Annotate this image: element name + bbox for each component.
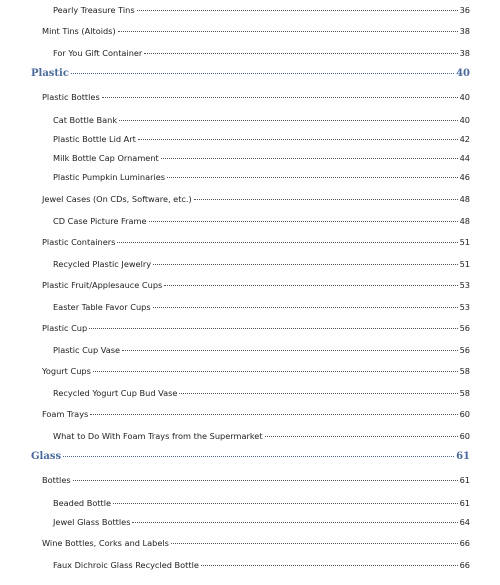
dot-leader <box>89 328 457 329</box>
dot-leader <box>118 31 458 32</box>
dot-leader <box>194 199 458 200</box>
dot-leader <box>153 307 458 308</box>
toc-entry[interactable] <box>42 26 470 37</box>
toc-entry[interactable] <box>53 115 470 126</box>
toc-entry-title: What to Do With Foam Trays from the Supermarket <box>53 431 263 441</box>
toc-entry-page: 56 <box>459 323 470 333</box>
dot-leader <box>171 543 458 544</box>
toc-entry[interactable] <box>42 538 470 549</box>
toc-entry[interactable] <box>53 302 470 313</box>
dot-leader <box>161 158 458 159</box>
toc-entry-title: For You Gift Container <box>53 48 143 58</box>
toc-entry-title: Mint Tins (Altoids) <box>42 26 116 36</box>
toc-entry-page: 42 <box>459 134 470 144</box>
toc-entry-title: Recycled Plastic Jewelry <box>53 259 152 269</box>
toc-entry-title: Plastic Containers <box>42 237 116 247</box>
toc-entry-page: 64 <box>459 517 470 527</box>
dot-leader <box>93 371 458 372</box>
toc-entry-title: Plastic Pumpkin Luminaries <box>53 172 166 182</box>
dot-leader <box>164 285 457 286</box>
dot-leader <box>153 264 458 265</box>
dot-leader <box>113 503 458 504</box>
toc-entry-title: Plastic Bottles <box>42 92 100 102</box>
toc-entry[interactable] <box>42 475 470 486</box>
toc-entry-page: 40 <box>459 92 470 102</box>
dot-leader <box>102 97 458 98</box>
toc-entry-title: Faux Dichroic Glass Recycled Bottle <box>53 560 199 570</box>
toc-entry[interactable] <box>53 216 470 227</box>
toc-entry[interactable] <box>42 280 470 291</box>
dot-leader <box>167 177 458 178</box>
dot-leader <box>90 414 457 415</box>
toc-entry[interactable] <box>53 259 470 270</box>
toc-entry[interactable] <box>53 172 470 183</box>
toc-entry-page: 53 <box>459 302 470 312</box>
dot-leader <box>73 480 458 481</box>
toc-entry-page: 38 <box>459 48 470 58</box>
toc-entry-page: 58 <box>459 366 470 376</box>
dot-leader <box>132 522 457 523</box>
dot-leader <box>137 10 458 11</box>
toc-entry-page: 51 <box>459 259 470 269</box>
toc-entry[interactable] <box>53 153 470 164</box>
toc-entry-title: Plastic Cup Vase <box>53 345 121 355</box>
toc-entry[interactable] <box>53 345 470 356</box>
toc-entry-title: Glass <box>31 451 62 462</box>
toc-entry-page: 48 <box>459 216 470 226</box>
toc-entry-title: Bottles <box>42 475 71 485</box>
toc-entry-page: 40 <box>456 68 470 79</box>
toc-entry-title: Recycled Yogurt Cup Bud Vase <box>53 388 178 398</box>
toc-entry-title: Plastic <box>31 68 69 79</box>
toc-entry-page: 38 <box>459 26 470 36</box>
toc-entry-page: 36 <box>459 5 470 15</box>
toc-entry-title: CD Case Picture Frame <box>53 216 147 226</box>
toc-entry[interactable] <box>53 560 470 571</box>
dot-leader <box>265 436 458 437</box>
toc-entry-title: Beaded Bottle <box>53 498 112 508</box>
toc-entry[interactable] <box>42 323 470 334</box>
toc-entry[interactable] <box>53 5 470 16</box>
toc-entry[interactable] <box>53 431 470 442</box>
toc-entry-page: 60 <box>459 431 470 441</box>
toc-entry[interactable] <box>42 237 470 248</box>
toc-entry[interactable] <box>53 134 470 145</box>
toc-entry-title: Plastic Fruit/Applesauce Cups <box>42 280 163 290</box>
toc-entry[interactable] <box>53 48 470 59</box>
dot-leader <box>179 393 457 394</box>
toc-entry-title: Plastic Cup <box>42 323 88 333</box>
toc-entry-page: 40 <box>459 115 470 125</box>
toc-entry-title: Foam Trays <box>42 409 89 419</box>
dot-leader <box>71 73 454 74</box>
toc-entry-title: Wine Bottles, Corks and Labels <box>42 538 169 548</box>
toc-entry-page: 44 <box>459 153 470 163</box>
dot-leader <box>149 221 458 222</box>
toc-entry-page: 61 <box>456 451 470 462</box>
toc-entry[interactable] <box>42 92 470 103</box>
toc-entry[interactable] <box>53 498 470 509</box>
dot-leader <box>119 120 458 121</box>
toc-entry-title: Easter Table Favor Cups <box>53 302 151 312</box>
toc-entry-page: 60 <box>459 409 470 419</box>
toc-entry-page: 61 <box>459 498 470 508</box>
toc-entry-title: Jewel Cases (On CDs, Software, etc.) <box>42 194 192 204</box>
toc-entry-title: Pearly Treasure Tins <box>53 5 135 15</box>
toc-entry[interactable] <box>42 366 470 377</box>
toc-entry-title: Jewel Glass Bottles <box>53 517 131 527</box>
toc-entry-title: Milk Bottle Cap Ornament <box>53 153 159 163</box>
dot-leader <box>138 139 458 140</box>
toc-entry-page: 56 <box>459 345 470 355</box>
toc-entry[interactable] <box>53 388 470 399</box>
dot-leader <box>201 565 458 566</box>
toc-section-heading[interactable] <box>31 451 470 462</box>
toc-entry[interactable] <box>42 194 470 205</box>
toc-entry[interactable] <box>42 409 470 420</box>
toc-entry-page: 61 <box>459 475 470 485</box>
toc-entry-title: Plastic Bottle Lid Art <box>53 134 136 144</box>
toc-entry-page: 66 <box>459 560 470 570</box>
toc-entry-page: 46 <box>459 172 470 182</box>
toc-entry-page: 51 <box>459 237 470 247</box>
toc-entry-page: 48 <box>459 194 470 204</box>
toc-entry-page: 58 <box>459 388 470 398</box>
toc-entry[interactable] <box>53 517 470 528</box>
toc-entry-title: Yogurt Cups <box>42 366 91 376</box>
dot-leader <box>117 242 457 243</box>
toc-entry-page: 66 <box>459 538 470 548</box>
dot-leader <box>122 350 458 351</box>
toc-entry-page: 53 <box>459 280 470 290</box>
dot-leader <box>63 456 454 457</box>
toc-entry-title: Cat Bottle Bank <box>53 115 118 125</box>
dot-leader <box>144 53 457 54</box>
toc-section-heading[interactable] <box>31 68 470 79</box>
